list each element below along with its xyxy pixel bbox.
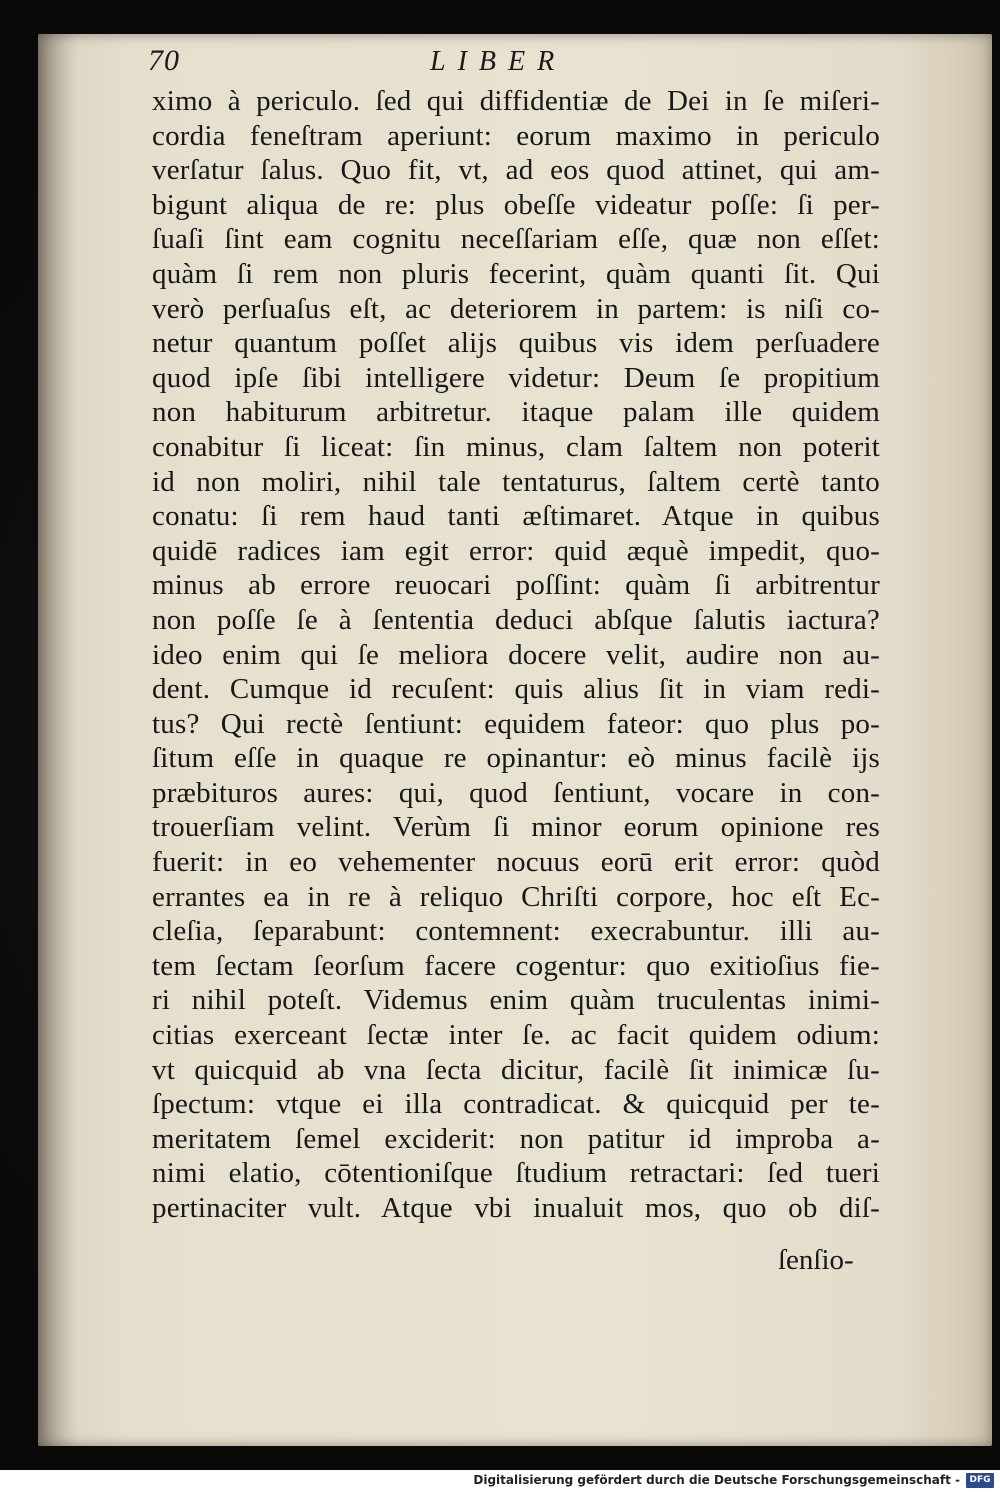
text-line: quod ipſe ſibi intelligere videtur: Deum ſe propitium (152, 361, 880, 394)
text-line: errantes ea in re à reliquo Chriſti corpore, hoc eſt Ec- (152, 880, 880, 913)
text-line: citias exerceant ſectæ inter ſe. ac facit quidem odium: (152, 1019, 880, 1052)
running-title: LIBER (430, 46, 567, 77)
footer-bar (0, 1470, 1000, 1492)
text-line: meritatem ſemel exciderit: non patitur id improba a- (152, 1122, 880, 1155)
text-line: tem ſectam ſeorſum facere cogentur: quo exitioſius fie- (152, 949, 880, 982)
catchword: ſenſio- (778, 1244, 854, 1276)
text-line: ri nihil poteſt. Videmus enim quàm truculentas inimi- (152, 984, 880, 1017)
text-line: minus ab errore reuocari poſſint: quàm ſi arbitrentur (152, 569, 880, 602)
text-line: id non moliri, nihil tale tentaturus, ſaltem certè tanto (152, 465, 880, 498)
text-line: netur quantum poſſet alijs quibus vis idem perſuadere (152, 327, 880, 360)
running-head (148, 44, 708, 84)
dfg-logo: DFG (966, 1473, 994, 1488)
text-line: ſitum eſſe in quaque re opinantur: eò minus facilè ijs (152, 742, 880, 775)
text-line: cordia feneſtram aperiunt: eorum maximo in periculo (152, 119, 880, 152)
body-text (152, 84, 880, 1226)
text-line: nimi elatio, cōtentioniſque ſtudium retractari: ſed tueri (152, 1157, 880, 1190)
gutter-shadow (38, 34, 78, 1446)
text-line: cleſia, ſeparabunt: contemnent: execrabuntur. illi au- (152, 915, 880, 948)
text-line: non poſſe ſe à ſententia deduci abſque ſalutis iactura? (152, 603, 880, 636)
text-line: quidē radices iam egit error: quid æquè impedit, quo- (152, 534, 880, 567)
digitization-credit: Digitalisierung gefördert durch die Deutsche Forschungsgemeinschaft - (473, 1473, 960, 1487)
text-line: non habiturum arbitretur. itaque palam ille quidem (152, 396, 880, 429)
text-line: pertinaciter vult. Atque vbi inualuit mos, quo ob diſ- (152, 1192, 880, 1224)
text-line: ſuaſi ſint eam cognitu neceſſariam eſſe, quæ non eſſet: (152, 223, 880, 256)
page-number: 70 (148, 44, 180, 77)
text-line: trouerſiam velint. Verùm ſi minor eorum opinione res (152, 811, 880, 844)
text-line: bigunt aliqua de re: plus obeſſe videatur poſſe: ſi per- (152, 188, 880, 221)
text-line: præbituros aures: qui, quod ſentiunt, vocare in con- (152, 776, 880, 809)
text-line: tus? Qui rectè ſentiunt: equidem fateor: quo plus po- (152, 707, 880, 740)
text-line: verò perſuaſus eſt, ac deteriorem in partem: is niſi co- (152, 292, 880, 325)
text-line: dent. Cumque id recuſent: quis alius ſit in viam redi- (152, 673, 880, 706)
text-line: quàm ſi rem non pluris fecerint, quàm quanti ſit. Qui (152, 257, 880, 290)
text-line: verſatur ſalus. Quo fit, vt, ad eos quod attinet, qui am- (152, 154, 880, 187)
text-line: ideo enim qui ſe meliora docere velit, audire non au- (152, 638, 880, 671)
text-line: conabitur ſi liceat: ſin minus, clam ſaltem non poterit (152, 430, 880, 463)
text-line: fuerit: in eo vehementer nocuus eorū erit error: quòd (152, 846, 880, 879)
text-line: ſpectum: vtque ei illa contradicat. & quicquid per te- (152, 1088, 880, 1121)
text-line: conatu: ſi rem haud tanti æſtimaret. Atque in quibus (152, 500, 880, 533)
text-line: ximo à periculo. ſed qui diffidentiæ de Dei in ſe miſeri- (152, 85, 880, 117)
text-line: vt quicquid ab vna ſecta dicitur, facilè ſit inimicæ ſu- (152, 1053, 880, 1086)
